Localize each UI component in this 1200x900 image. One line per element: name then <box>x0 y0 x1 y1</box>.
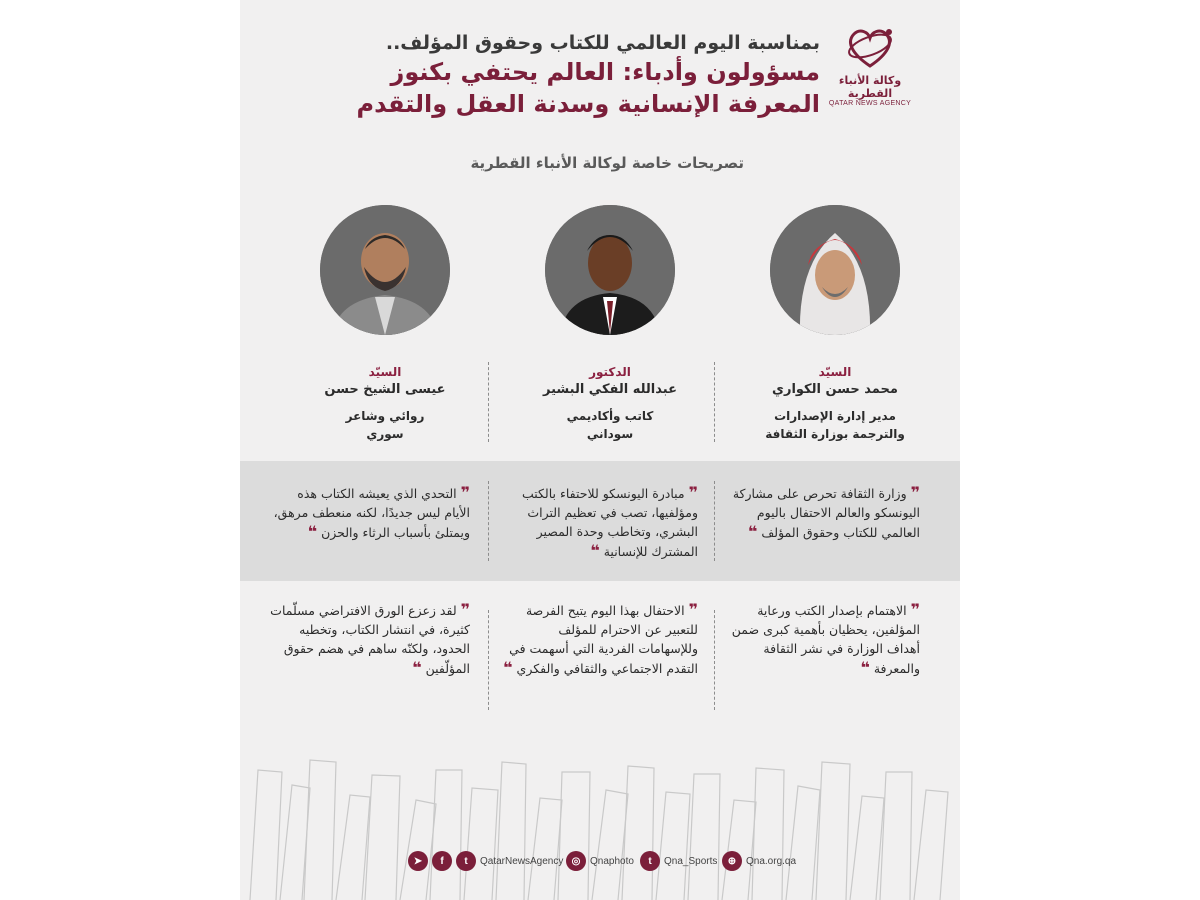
person-role <box>735 407 935 443</box>
person-role-line2: والترجمة بوزارة الثقافة <box>765 427 905 441</box>
person-photo <box>545 205 675 335</box>
divider <box>488 362 489 442</box>
social-handle[interactable]: Qnaphoto <box>590 855 634 867</box>
social-group-3 <box>640 848 717 874</box>
person-card <box>510 205 710 455</box>
instagram-icon[interactable]: ◎ <box>566 851 586 871</box>
person-honorific: السيّد <box>818 365 852 379</box>
quote-text: التحدي الذي يعيشه الكتاب هذه الأيام ليس جديدًا، لكنه منعطف مرهق، ويمتلئ بأسباب الرثاء والحزن <box>273 486 470 540</box>
quote <box>498 483 698 561</box>
quote-close-mark: ❝ <box>860 658 870 677</box>
quote-open-mark: ❞ <box>910 600 920 619</box>
people-row <box>240 205 960 455</box>
twitter-icon[interactable]: t <box>640 851 660 871</box>
person-name: محمد حسن الكواري <box>772 382 898 397</box>
pre-title: بمناسبة اليوم العالمي للكتاب وحقوق المؤلف.. <box>385 32 820 54</box>
logo-arabic-text: وكالة الأنباء القطرية <box>838 74 902 100</box>
person-name: عيسى الشيخ حسن <box>324 382 446 397</box>
telegram-icon[interactable]: ➤ <box>408 851 428 871</box>
quote <box>270 600 470 678</box>
quote-open-mark: ❞ <box>460 600 470 619</box>
social-handle[interactable]: Qna_Sports <box>664 855 718 867</box>
quote-open-mark: ❞ <box>910 483 920 502</box>
quote-open-mark: ❞ <box>460 483 470 502</box>
quote-open-mark: ❞ <box>688 600 698 619</box>
divider <box>714 362 715 442</box>
social-group-1 <box>408 848 563 874</box>
person-role-line2: سوداني <box>586 427 634 441</box>
person-role-line1: روائي وشاعر <box>345 409 425 423</box>
footer <box>240 848 960 878</box>
divider <box>714 610 715 710</box>
person-role-line1: كاتب وأكاديمي <box>566 409 654 423</box>
quotes-band-1 <box>240 461 960 581</box>
qna-logo-icon <box>842 22 898 72</box>
social-group-4 <box>722 848 796 874</box>
person-role <box>285 407 485 443</box>
main-title-line1: مسؤولون وأدباء: العالم يحتفي بكنوز <box>390 58 820 86</box>
quotes-band-2 <box>240 590 960 730</box>
quote <box>720 600 920 678</box>
social-handle[interactable]: Qna.org.qa <box>746 855 797 867</box>
quote <box>498 600 698 678</box>
quote-open-mark: ❞ <box>688 483 698 502</box>
divider <box>714 481 715 561</box>
person-name: عبدالله الفكي البشير <box>543 382 677 397</box>
quote-close-mark: ❝ <box>307 522 318 541</box>
quote-close-mark: ❝ <box>503 658 513 677</box>
person-honorific: السيّد <box>368 365 402 379</box>
person-card <box>735 205 935 455</box>
divider <box>488 481 489 561</box>
person-photo <box>770 205 900 335</box>
quote-text: مبادرة اليونسكو للاحتفاء بالكتب ومؤلفيها، تصب في تعظيم التراث البشري، وتخاطب وحدة المصير المشترك للإنسانية <box>521 486 698 559</box>
header <box>240 0 960 140</box>
web-icon[interactable]: ⊕ <box>722 851 742 871</box>
person-role-line2: سوري <box>366 427 404 441</box>
subtitle: تصريحات خاصة لوكالة الأنباء القطرية <box>470 154 744 172</box>
main-title-line2: المعرفة الإنسانية وسدنة العقل والتقدم <box>356 90 820 118</box>
quote <box>720 483 920 542</box>
person-photo <box>320 205 450 335</box>
logo-english-text: QATAR NEWS AGENCY <box>828 100 912 107</box>
quote-text: وزارة الثقافة تحرص على مشاركة اليونسكو والعالم الاحتفال باليوم العالمي للكتاب وحقوق المؤلف <box>732 486 920 540</box>
social-group-2 <box>566 848 634 874</box>
infographic-card <box>240 0 960 900</box>
quote-close-mark: ❝ <box>590 541 600 560</box>
quote-close-mark: ❝ <box>747 522 758 541</box>
twitter-icon[interactable]: t <box>456 851 476 871</box>
social-handle[interactable]: QatarNewsAgency <box>480 855 564 867</box>
quote <box>270 483 470 542</box>
title-block <box>300 30 820 120</box>
person-card <box>285 205 485 455</box>
divider <box>488 610 489 710</box>
person-role-line1: مدير إدارة الإصدارات <box>774 409 896 423</box>
quote-text: الاهتمام بإصدار الكتب ورعاية المؤلفين، يحظيان بأهمية كبرى ضمن أهداف الوزارة في نشر الثقافة والمعرفة <box>731 603 920 676</box>
facebook-icon[interactable]: f <box>432 851 452 871</box>
qna-logo <box>820 22 920 112</box>
quote-close-mark: ❝ <box>412 658 422 677</box>
person-honorific: الدكتور <box>589 365 631 379</box>
quote-text: لقد زعزع الورق الافتراضي مسلّمات كثيرة، في انتشار الكتاب، وتخطيه الحدود، ولكنّه ساهم في هضم حقوق المؤلّفين <box>270 603 470 676</box>
person-role <box>510 407 710 443</box>
quote-text: الاحتفال بهذا اليوم يتيح الفرصة للتعبير عن الاحترام للمؤلف وللإسهامات الفردية التي أسهمت في التقدم الاجتماعي والثقافي والفكري <box>509 603 698 676</box>
